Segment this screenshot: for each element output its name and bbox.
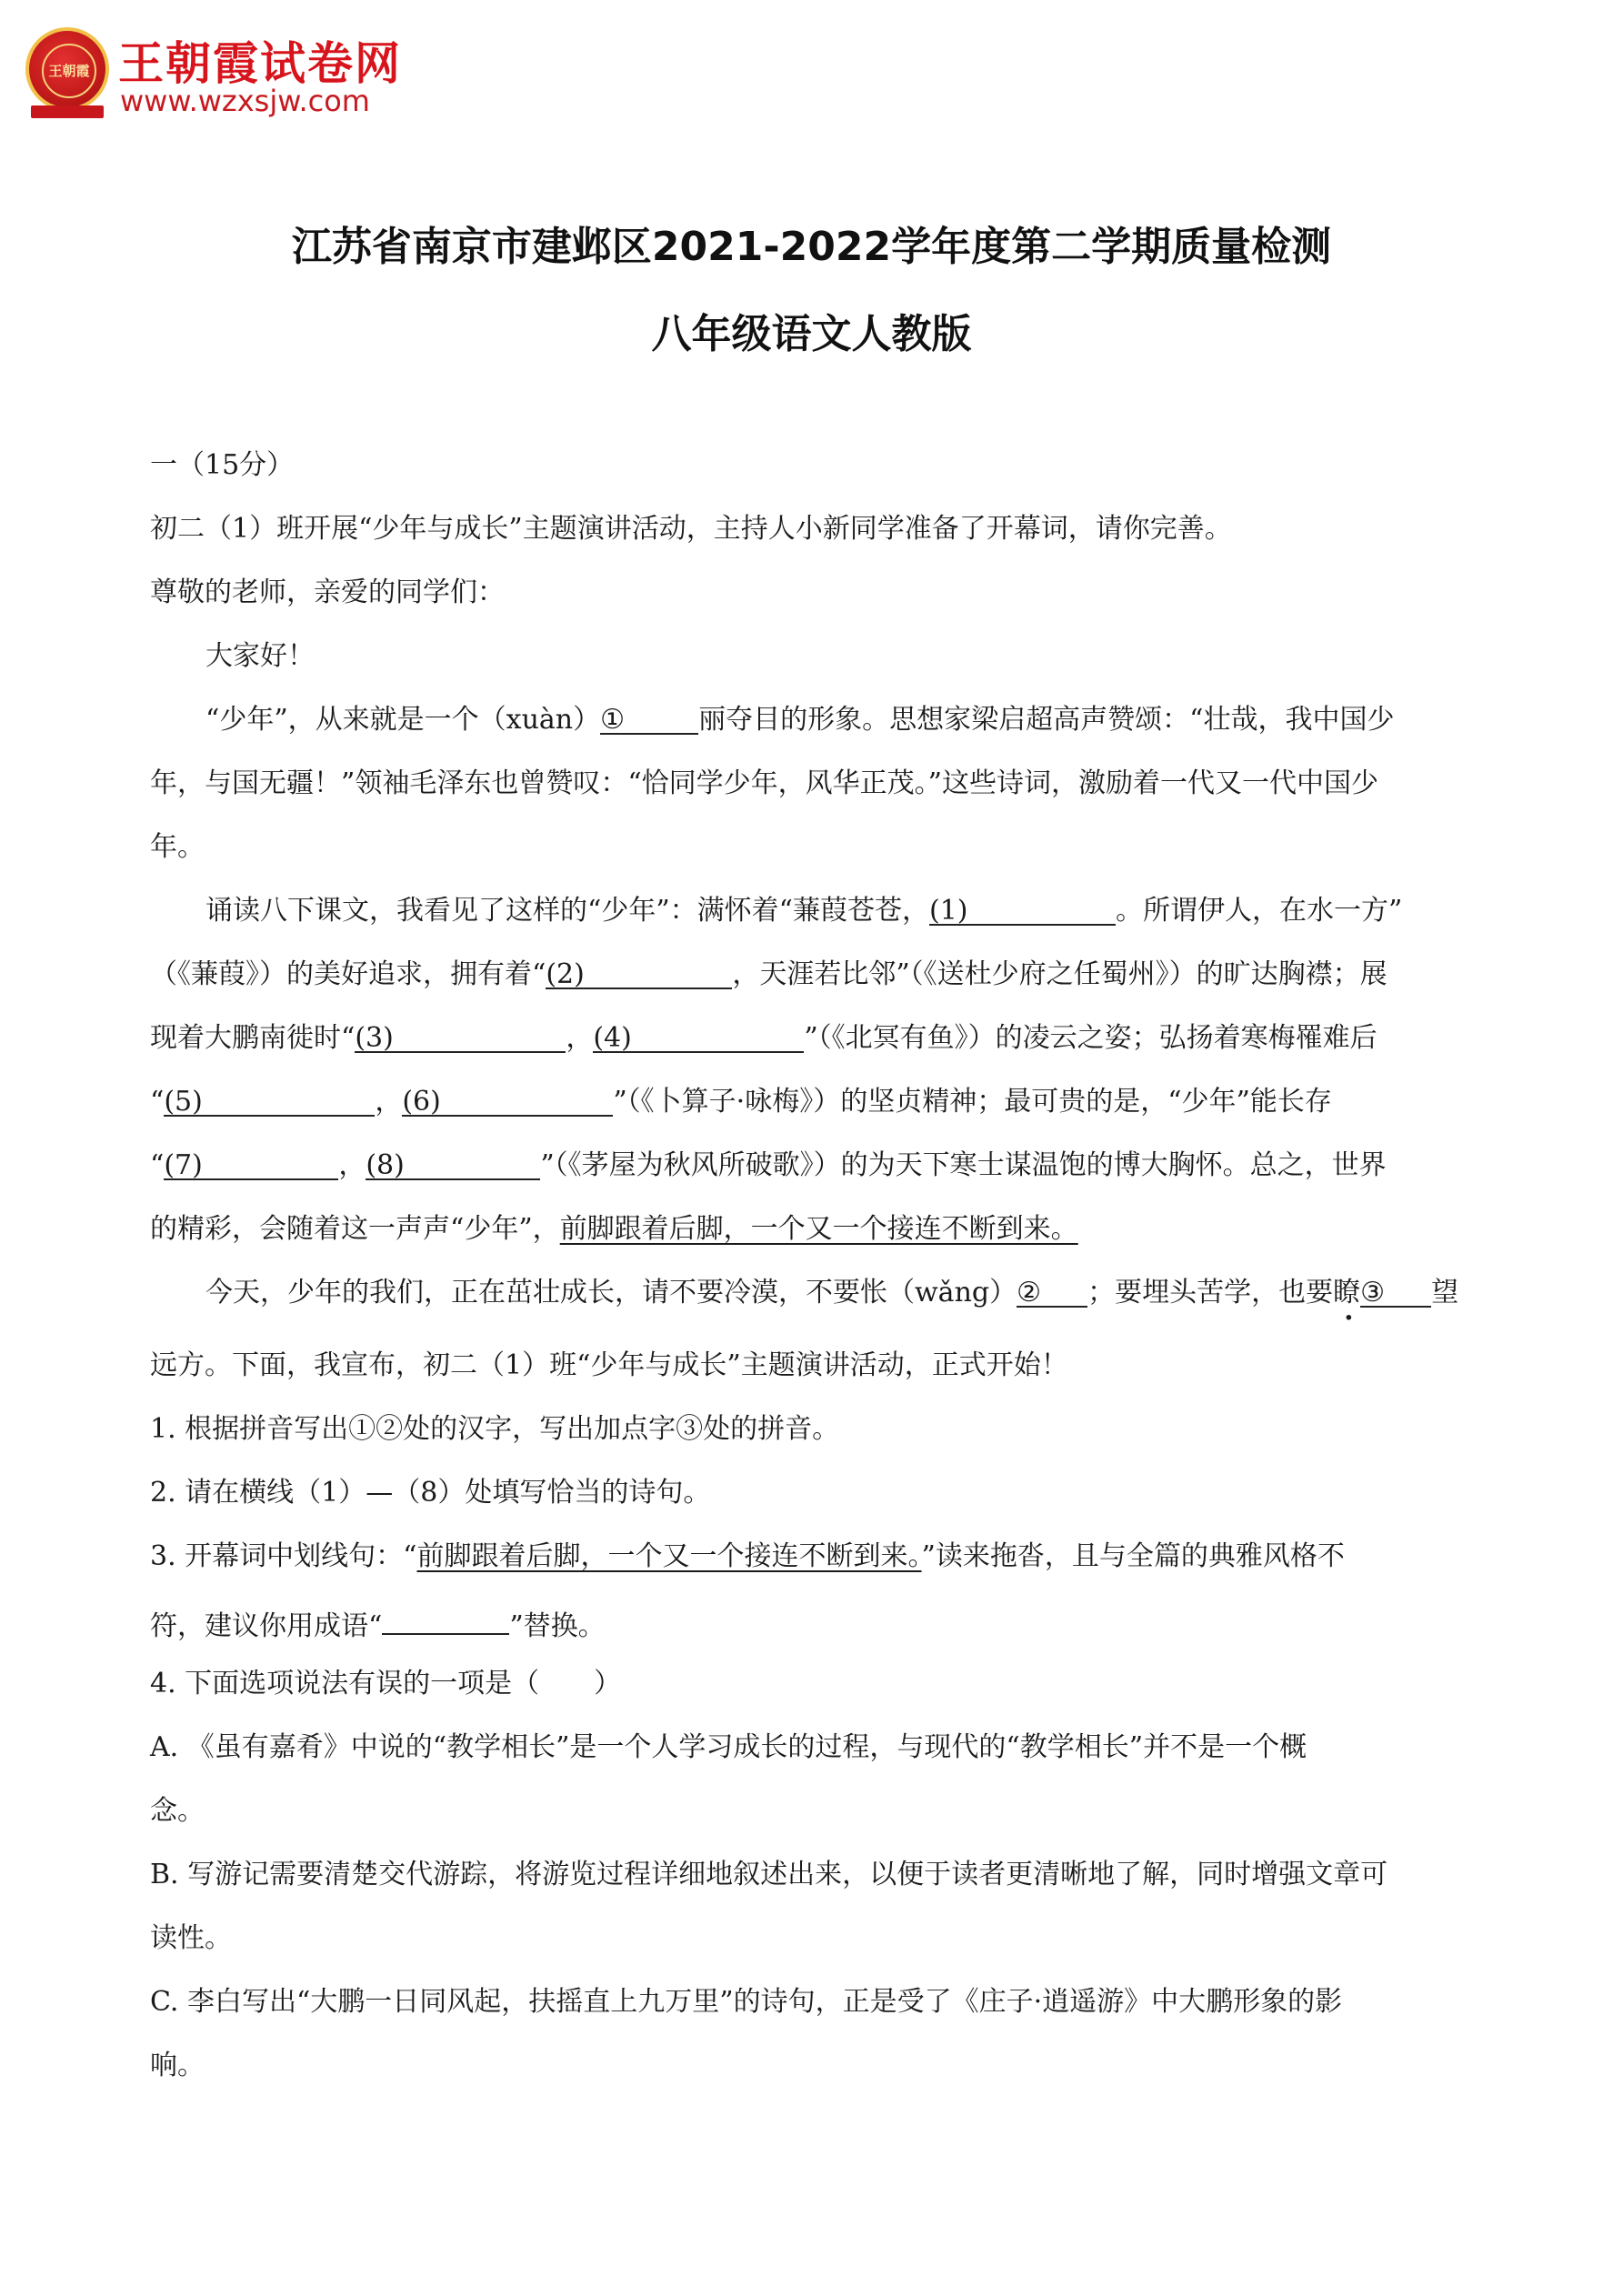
text-segment: 3. 开幕词中划线句：“ xyxy=(150,1540,417,1572)
text-segment: 望 xyxy=(1431,1277,1459,1308)
underlined-sentence: 前脚跟着后脚，一个又一个接连不断到来。 xyxy=(559,1213,1078,1245)
text-segment: ”（《茅屋为秋风所破歌》）的为天下寒士谋温饱的博大胸怀。总之，世界 xyxy=(540,1149,1387,1181)
passage-p1-line3: 年。 xyxy=(150,831,205,863)
option-b-line2: 读性。 xyxy=(150,1922,232,1954)
blank-poem-7[interactable]: (7) xyxy=(164,1148,338,1180)
passage-p2-line6 xyxy=(150,1211,1487,1248)
passage-p3-line2: 远方。下面，我宣布，初二（1）班“少年与成长”主题演讲活动，正式开始！ xyxy=(150,1349,1068,1381)
passage-greeting: 尊敬的老师，亲爱的同学们： xyxy=(150,577,505,608)
passage-p2-line1 xyxy=(205,893,1542,929)
section-heading: 一（15分） xyxy=(150,449,295,481)
text-segment: （《蒹葭》）的美好追求，拥有着“ xyxy=(150,958,546,990)
text-segment: ”替换。 xyxy=(509,1610,606,1642)
exam-subtitle: 八年级语文人教版 xyxy=(651,311,972,357)
blank-3[interactable]: ③ xyxy=(1360,1275,1431,1308)
text-segment: 丽夺目的形象。思想家梁启超高声赞颂：“壮哉，我中国少 xyxy=(698,704,1395,736)
logo-url: www.wzxsjw.com xyxy=(120,84,370,118)
question-2: 2. 请在横线（1）—（8）处填写恰当的诗句。 xyxy=(150,1477,711,1509)
passage-p2-line4: “(5) ，(6) ”（《卜算子·咏梅》）的坚贞精神；最可贵的是，“少年”能长存 xyxy=(150,1086,1332,1118)
option-a-line2: 念。 xyxy=(150,1795,205,1827)
question-3-line2 xyxy=(150,1602,1487,1645)
text-segment: 的精彩，会随着这一声声“少年”， xyxy=(150,1213,560,1245)
option-c-line1[interactable]: C. 李白写出“大鹏一日同风起，扶摇直上九万里”的诗句，正是受了《庄子·逍遥游》中大鹏形象的影 xyxy=(150,1986,1343,2018)
passage-p3-line1 xyxy=(205,1275,1542,1311)
dotted-char: 瞭 xyxy=(1333,1277,1361,1308)
logo-ribbon-icon xyxy=(31,105,104,118)
text-segment: ”读来拖沓，且与全篇的典雅风格不 xyxy=(921,1540,1345,1572)
text-segment: 诵读八下课文，我看见了这样的“少年”：满怀着“蒹葭苍苍， xyxy=(205,895,930,927)
logo-seal-icon xyxy=(25,27,109,111)
text-segment: “ xyxy=(150,1086,165,1118)
text-segment: ”（《卜算子·咏梅》）的坚贞精神；最可贵的是，“少年”能长存 xyxy=(613,1086,1332,1118)
exam-title: 江苏省南京市建邺区2021-2022学年度第二学期质量检测 xyxy=(291,224,1332,270)
question-1: 1. 根据拼音写出①②处的汉字，写出加点字③处的拼音。 xyxy=(150,1413,840,1445)
passage-p2-line3: 现着大鹏南徙时“(3) ，(4) ”（《北冥有鱼》）的凌云之姿；弘扬着寒梅罹难后 xyxy=(150,1022,1378,1054)
question-3-line1 xyxy=(150,1539,1487,1575)
text-segment: ，天涯若比邻”（《送杜少府之任蜀州》）的旷达胸襟；展 xyxy=(732,958,1388,990)
text-segment: “少年”，从来就是一个（xuàn） xyxy=(205,704,601,736)
passage-hello: 大家好！ xyxy=(205,640,315,672)
option-c-line2: 响。 xyxy=(150,2050,205,2081)
text-segment: 。所谓伊人，在水一方” xyxy=(1116,895,1403,927)
passage-p1-line2: 年，与国无疆！”领袖毛泽东也曾赞叹：“恰同学少年，风华正茂。”这些诗词，激励着一代又一代中国少 xyxy=(150,767,1379,799)
text-segment: “ xyxy=(150,1149,165,1181)
underlined-sentence: 前脚跟着后脚，一个又一个接连不断到来。 xyxy=(416,1540,922,1572)
text-segment: 今天，少年的我们，正在茁壮成长，请不要冷漠，不要怅（wǎng） xyxy=(205,1277,1017,1308)
logo-name: 王朝霞试卷网 xyxy=(118,37,402,90)
idiom-blank[interactable] xyxy=(382,1602,509,1635)
option-a-line1[interactable]: A. 《虽有嘉肴》中说的“教学相长”是一个人学习成长的过程，与现代的“教学相长”并不是一个概 xyxy=(150,1731,1307,1763)
blank-poem-3[interactable]: (3) xyxy=(355,1020,566,1053)
text-segment: 现着大鹏南徙时“ xyxy=(150,1022,356,1054)
blank-1[interactable]: ① xyxy=(600,702,698,735)
text-segment: 符，建议你用成语“ xyxy=(150,1610,383,1642)
site-logo xyxy=(25,24,407,124)
text-segment: ”（《北冥有鱼》）的凌云之姿；弘扬着寒梅罹难后 xyxy=(804,1022,1378,1054)
text-segment: ；要埋头苦学，也要 xyxy=(1087,1277,1334,1308)
logo-seal-text: 王朝霞 xyxy=(42,44,96,98)
passage-intro: 初二（1）班开展“少年与成长”主题演讲活动，主持人小新同学准备了开幕词，请你完善。 xyxy=(150,513,1232,545)
question-4: 4. 下面选项说法有误的一项是（ ） xyxy=(150,1668,622,1699)
passage-p2-line5: “(7) ，(8) ”（《茅屋为秋风所破歌》）的为天下寒士谋温饱的博大胸怀。总之，世界 xyxy=(150,1149,1387,1181)
blank-poem-4[interactable]: (4) xyxy=(593,1020,804,1053)
passage-p1-line1 xyxy=(205,702,1542,738)
blank-poem-1[interactable]: (1) xyxy=(929,893,1116,926)
blank-2[interactable]: ② xyxy=(1017,1275,1087,1308)
option-b-line1[interactable]: B. 写游记需要清楚交代游踪，将游览过程详细地叙述出来，以便于读者更清晰地了解，同时增强文章可 xyxy=(150,1859,1388,1890)
blank-poem-2[interactable]: (2) xyxy=(546,957,732,989)
blank-poem-6[interactable]: (6) xyxy=(402,1084,613,1117)
blank-poem-5[interactable]: (5) xyxy=(164,1084,375,1117)
passage-p2-line2 xyxy=(150,957,1487,993)
blank-poem-8[interactable]: (8) xyxy=(366,1148,540,1180)
